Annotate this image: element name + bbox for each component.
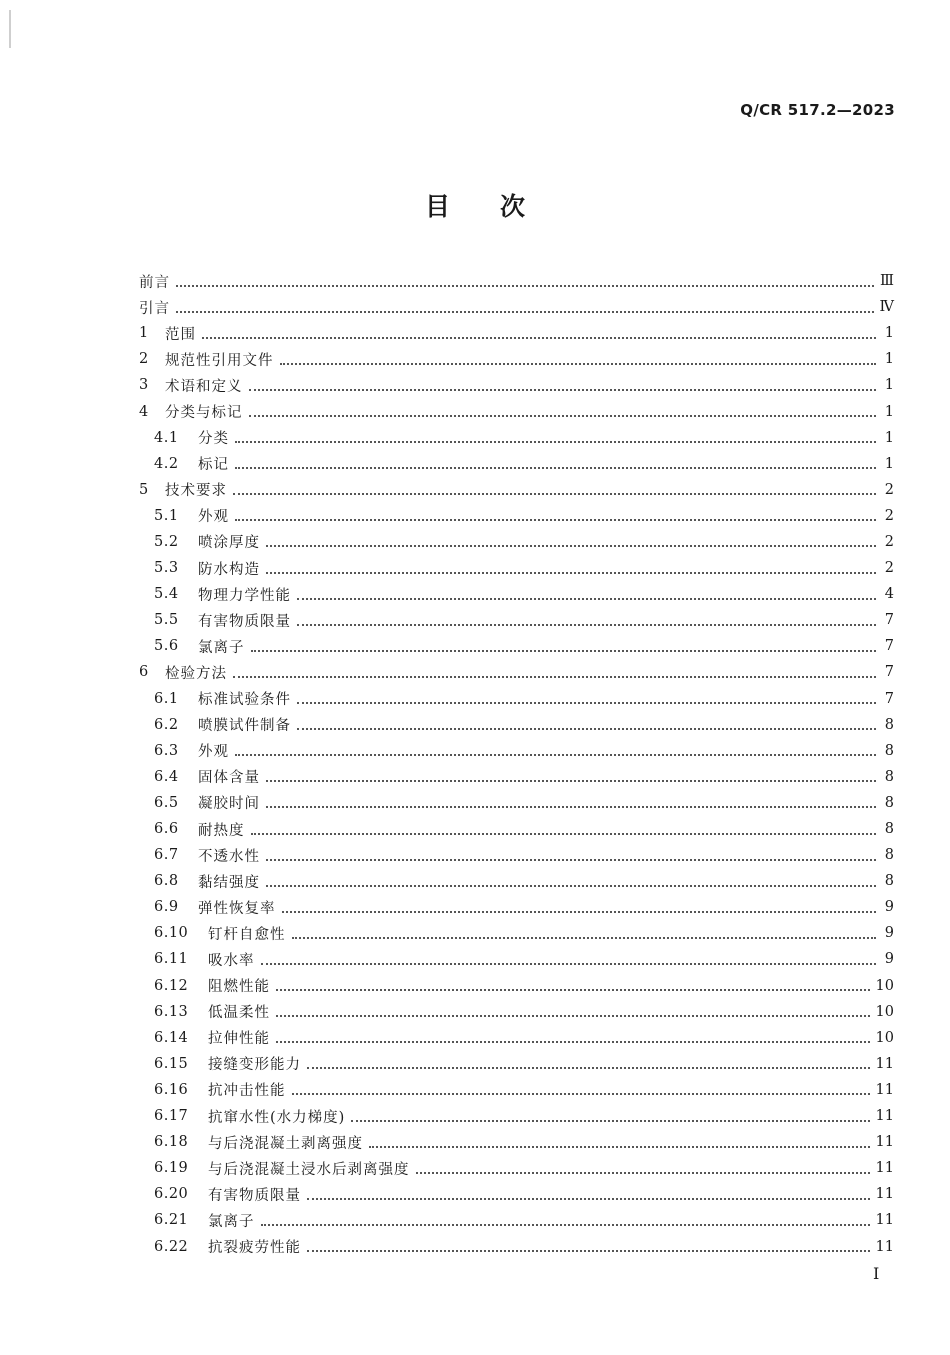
toc-leader-dots: [307, 1197, 870, 1200]
toc-leader-dots: [233, 675, 876, 678]
toc-entry-label: 技术要求: [165, 483, 227, 500]
toc-entry[interactable]: [139, 790, 894, 816]
toc-entry[interactable]: [139, 946, 894, 972]
title-char-2: 次: [500, 192, 526, 221]
toc-entry-number: 6.12: [154, 977, 189, 994]
toc-leader-dots: [292, 936, 877, 939]
toc-entry-number: 5.5: [154, 612, 179, 629]
toc-entry-label: 分类: [198, 431, 229, 448]
toc-entry-number: 6.10: [154, 925, 189, 942]
toc-entry-label: 标记: [198, 457, 229, 474]
toc-entry[interactable]: [139, 581, 894, 607]
toc-entry-page: 9: [884, 925, 894, 942]
toc-entry-page: 11: [875, 1160, 894, 1177]
toc-entry-number: 3: [139, 377, 149, 394]
toc-entry-number: 6.9: [154, 899, 179, 916]
toc-entry-number: 5.2: [154, 533, 179, 550]
toc-leader-dots: [261, 1223, 870, 1226]
toc-entry-label: 不透水性: [198, 848, 260, 865]
page-number: I: [873, 1264, 880, 1283]
toc-entry-number: 4: [139, 403, 149, 420]
toc-entry-number: 6.15: [154, 1055, 189, 1072]
toc-entry-label: 黏结强度: [198, 874, 260, 891]
toc-leader-dots: [249, 388, 877, 391]
toc-entry[interactable]: [139, 738, 894, 764]
page-title: [0, 187, 950, 223]
toc-entry-page: 10: [875, 1029, 894, 1046]
toc-entry-label: 术语和定义: [165, 378, 243, 395]
toc-entry[interactable]: [139, 1155, 894, 1181]
toc-leader-dots: [416, 1171, 870, 1174]
toc-entry-number: 5.4: [154, 586, 179, 603]
toc-entry-label: 钉杆自愈性: [208, 926, 286, 943]
toc-entry[interactable]: [139, 268, 894, 294]
toc-entry-number: 6.22: [154, 1238, 189, 1255]
toc-entry-page: Ⅳ: [879, 299, 894, 316]
toc-entry-label: 耐热度: [198, 822, 245, 839]
toc-entry-page: 7: [884, 638, 894, 655]
toc-entry-page: 8: [884, 847, 894, 864]
toc-entry-page: 7: [884, 664, 894, 681]
toc-leader-dots: [297, 727, 876, 730]
toc-leader-dots: [176, 284, 874, 287]
toc-entry-page: 8: [884, 873, 894, 890]
toc-leader-dots: [266, 544, 876, 547]
toc-entry[interactable]: [139, 372, 894, 398]
toc-entry-page: 10: [875, 1003, 894, 1020]
toc-entry[interactable]: [139, 1025, 894, 1051]
toc-entry[interactable]: [139, 1207, 894, 1233]
toc-entry-page: 11: [875, 1238, 894, 1255]
toc-entry-label: 接缝变形能力: [208, 1057, 301, 1074]
toc-entry-label: 外观: [198, 744, 229, 761]
toc-entry-label: 固体含量: [198, 770, 260, 787]
toc-entry-number: 5.1: [154, 507, 179, 524]
toc-entry-page: 9: [884, 899, 894, 916]
toc-entry[interactable]: [139, 320, 894, 346]
toc-entry[interactable]: [139, 633, 894, 659]
toc-entry-page: 8: [884, 794, 894, 811]
toc-entry[interactable]: [139, 659, 894, 685]
table-of-contents: [139, 268, 894, 1260]
toc-entry-page: Ⅲ: [880, 273, 894, 290]
toc-leader-dots: [202, 336, 876, 339]
toc-entry-page: 11: [875, 1212, 894, 1229]
toc-entry-number: 6.21: [154, 1212, 189, 1229]
toc-entry-page: 4: [884, 586, 894, 603]
toc-leader-dots: [176, 310, 874, 313]
toc-entry-label: 有害物质限量: [208, 1187, 301, 1204]
toc-leader-dots: [280, 362, 877, 365]
toc-leader-dots: [235, 518, 876, 521]
toc-entry[interactable]: [139, 1129, 894, 1155]
toc-entry[interactable]: [139, 1051, 894, 1077]
toc-entry[interactable]: [139, 764, 894, 790]
toc-entry[interactable]: [139, 503, 894, 529]
toc-leader-dots: [235, 466, 876, 469]
toc-entry[interactable]: [139, 1233, 894, 1259]
toc-entry-label: 与后浇混凝土剥离强度: [208, 1135, 363, 1152]
toc-entry-page: 1: [884, 325, 894, 342]
toc-entry-label: 低温柔性: [208, 1005, 270, 1022]
toc-entry-number: 6.19: [154, 1160, 189, 1177]
toc-leader-dots: [266, 805, 876, 808]
toc-entry-page: 2: [884, 507, 894, 524]
toc-leader-dots: [307, 1066, 870, 1069]
toc-entry-page: 11: [875, 1186, 894, 1203]
toc-entry-number: 6.11: [154, 951, 189, 968]
toc-leader-dots: [351, 1119, 869, 1122]
toc-entry-label: 有害物质限量: [198, 613, 291, 630]
toc-leader-dots: [261, 962, 877, 965]
document-code: Q/CR 517.2—2023: [740, 101, 895, 119]
toc-entry[interactable]: [139, 920, 894, 946]
toc-leader-dots: [276, 1040, 870, 1043]
toc-entry-label: 标准试验条件: [198, 692, 291, 709]
toc-leader-dots: [251, 832, 877, 835]
toc-entry[interactable]: [139, 712, 894, 738]
toc-entry-page: 10: [875, 977, 894, 994]
toc-entry-page: 1: [884, 429, 894, 446]
toc-entry-page: 1: [884, 377, 894, 394]
toc-entry-page: 2: [884, 533, 894, 550]
toc-entry[interactable]: [139, 894, 894, 920]
toc-entry-label: 抗裂疲劳性能: [208, 1240, 301, 1257]
toc-entry-label: 分类与标记: [165, 405, 243, 422]
toc-entry[interactable]: [139, 607, 894, 633]
toc-entry[interactable]: [139, 868, 894, 894]
toc-entry-number: 6.8: [154, 873, 179, 890]
toc-leader-dots: [282, 910, 877, 913]
toc-entry-label: 抗冲击性能: [208, 1083, 286, 1100]
toc-entry-label: 喷涂厚度: [198, 535, 260, 552]
toc-entry[interactable]: [139, 425, 894, 451]
toc-leader-dots: [266, 858, 876, 861]
toc-entry-label: 氯离子: [208, 1213, 255, 1230]
toc-entry-label: 前言: [139, 274, 170, 291]
toc-leader-dots: [307, 1249, 870, 1252]
toc-leader-dots: [292, 1092, 870, 1095]
toc-leader-dots: [235, 753, 876, 756]
toc-entry[interactable]: [139, 294, 894, 320]
toc-entry-number: 6.5: [154, 794, 179, 811]
toc-entry[interactable]: [139, 816, 894, 842]
toc-entry-number: 6.7: [154, 847, 179, 864]
toc-entry-page: 1: [884, 403, 894, 420]
toc-entry-number: 6.3: [154, 742, 179, 759]
toc-entry-number: 5.3: [154, 560, 179, 577]
toc-entry-number: 5: [139, 481, 149, 498]
toc-entry-page: 8: [884, 716, 894, 733]
toc-leader-dots: [266, 884, 876, 887]
toc-entry-label: 氯离子: [198, 639, 245, 656]
toc-entry-number: 6.2: [154, 716, 179, 733]
title-char-1: 目: [424, 192, 450, 221]
toc-entry[interactable]: [139, 973, 894, 999]
toc-leader-dots: [297, 623, 876, 626]
toc-entry-number: 4.2: [154, 455, 179, 472]
toc-entry-label: 范围: [165, 326, 196, 343]
toc-entry[interactable]: [139, 451, 894, 477]
toc-entry-page: 11: [875, 1108, 894, 1125]
toc-entry-number: 6.6: [154, 821, 179, 838]
toc-entry-label: 与后浇混凝土浸水后剥离强度: [208, 1161, 410, 1178]
toc-leader-dots: [251, 649, 877, 652]
toc-entry-label: 凝胶时间: [198, 796, 260, 813]
toc-entry-label: 弹性恢复率: [198, 900, 276, 917]
toc-entry-number: 6.14: [154, 1029, 189, 1046]
toc-leader-dots: [297, 597, 876, 600]
scan-edge-mark: [9, 10, 11, 48]
toc-entry-label: 防水构造: [198, 561, 260, 578]
toc-entry-number: 6: [139, 664, 149, 681]
toc-entry-label: 物理力学性能: [198, 587, 291, 604]
toc-entry-number: 1: [139, 325, 149, 342]
toc-entry-page: 1: [884, 455, 894, 472]
toc-leader-dots: [235, 440, 876, 443]
toc-entry-number: 6.4: [154, 768, 179, 785]
toc-entry[interactable]: [139, 398, 894, 424]
toc-entry-number: 2: [139, 351, 149, 368]
toc-entry-page: 8: [884, 821, 894, 838]
toc-entry-label: 阻燃性能: [208, 979, 270, 996]
toc-entry-label: 外观: [198, 509, 229, 526]
toc-entry[interactable]: [139, 999, 894, 1025]
toc-entry-number: 6.13: [154, 1003, 189, 1020]
toc-entry-number: 6.18: [154, 1134, 189, 1151]
toc-entry[interactable]: [139, 686, 894, 712]
toc-entry-page: 8: [884, 768, 894, 785]
toc-entry-label: 抗窜水性(水力梯度): [208, 1109, 346, 1126]
toc-entry-number: 6.20: [154, 1186, 189, 1203]
toc-leader-dots: [249, 414, 877, 417]
toc-entry[interactable]: [139, 529, 894, 555]
toc-entry-page: 11: [875, 1134, 894, 1151]
toc-leader-dots: [266, 571, 876, 574]
toc-entry-page: 2: [884, 560, 894, 577]
toc-leader-dots: [276, 988, 870, 991]
toc-entry-label: 引言: [139, 300, 170, 317]
toc-entry[interactable]: [139, 842, 894, 868]
toc-entry[interactable]: [139, 1077, 894, 1103]
toc-leader-dots: [266, 779, 876, 782]
toc-entry-number: 6.16: [154, 1081, 189, 1098]
toc-entry[interactable]: [139, 477, 894, 503]
toc-entry-number: 4.1: [154, 429, 179, 446]
toc-leader-dots: [369, 1145, 870, 1148]
toc-entry-label: 规范性引用文件: [165, 352, 274, 369]
toc-entry-page: 9: [884, 951, 894, 968]
toc-entry-label: 吸水率: [208, 952, 255, 969]
toc-entry[interactable]: [139, 1181, 894, 1207]
toc-entry-number: 5.6: [154, 638, 179, 655]
toc-leader-dots: [276, 1014, 870, 1017]
toc-entry-page: 1: [884, 351, 894, 368]
toc-entry-page: 2: [884, 481, 894, 498]
toc-entry-number: 6.17: [154, 1108, 189, 1125]
toc-leader-dots: [233, 492, 876, 495]
toc-entry-label: 拉伸性能: [208, 1031, 270, 1048]
toc-entry-page: 7: [884, 612, 894, 629]
toc-entry-page: 8: [884, 742, 894, 759]
toc-entry-page: 7: [884, 690, 894, 707]
toc-entry[interactable]: [139, 346, 894, 372]
toc-entry-number: 6.1: [154, 690, 179, 707]
toc-entry[interactable]: [139, 555, 894, 581]
toc-entry-label: 喷膜试件制备: [198, 718, 291, 735]
toc-entry-page: 11: [875, 1081, 894, 1098]
toc-leader-dots: [297, 701, 876, 704]
toc-entry-label: 检验方法: [165, 665, 227, 682]
toc-entry-page: 11: [875, 1055, 894, 1072]
toc-entry[interactable]: [139, 1103, 894, 1129]
